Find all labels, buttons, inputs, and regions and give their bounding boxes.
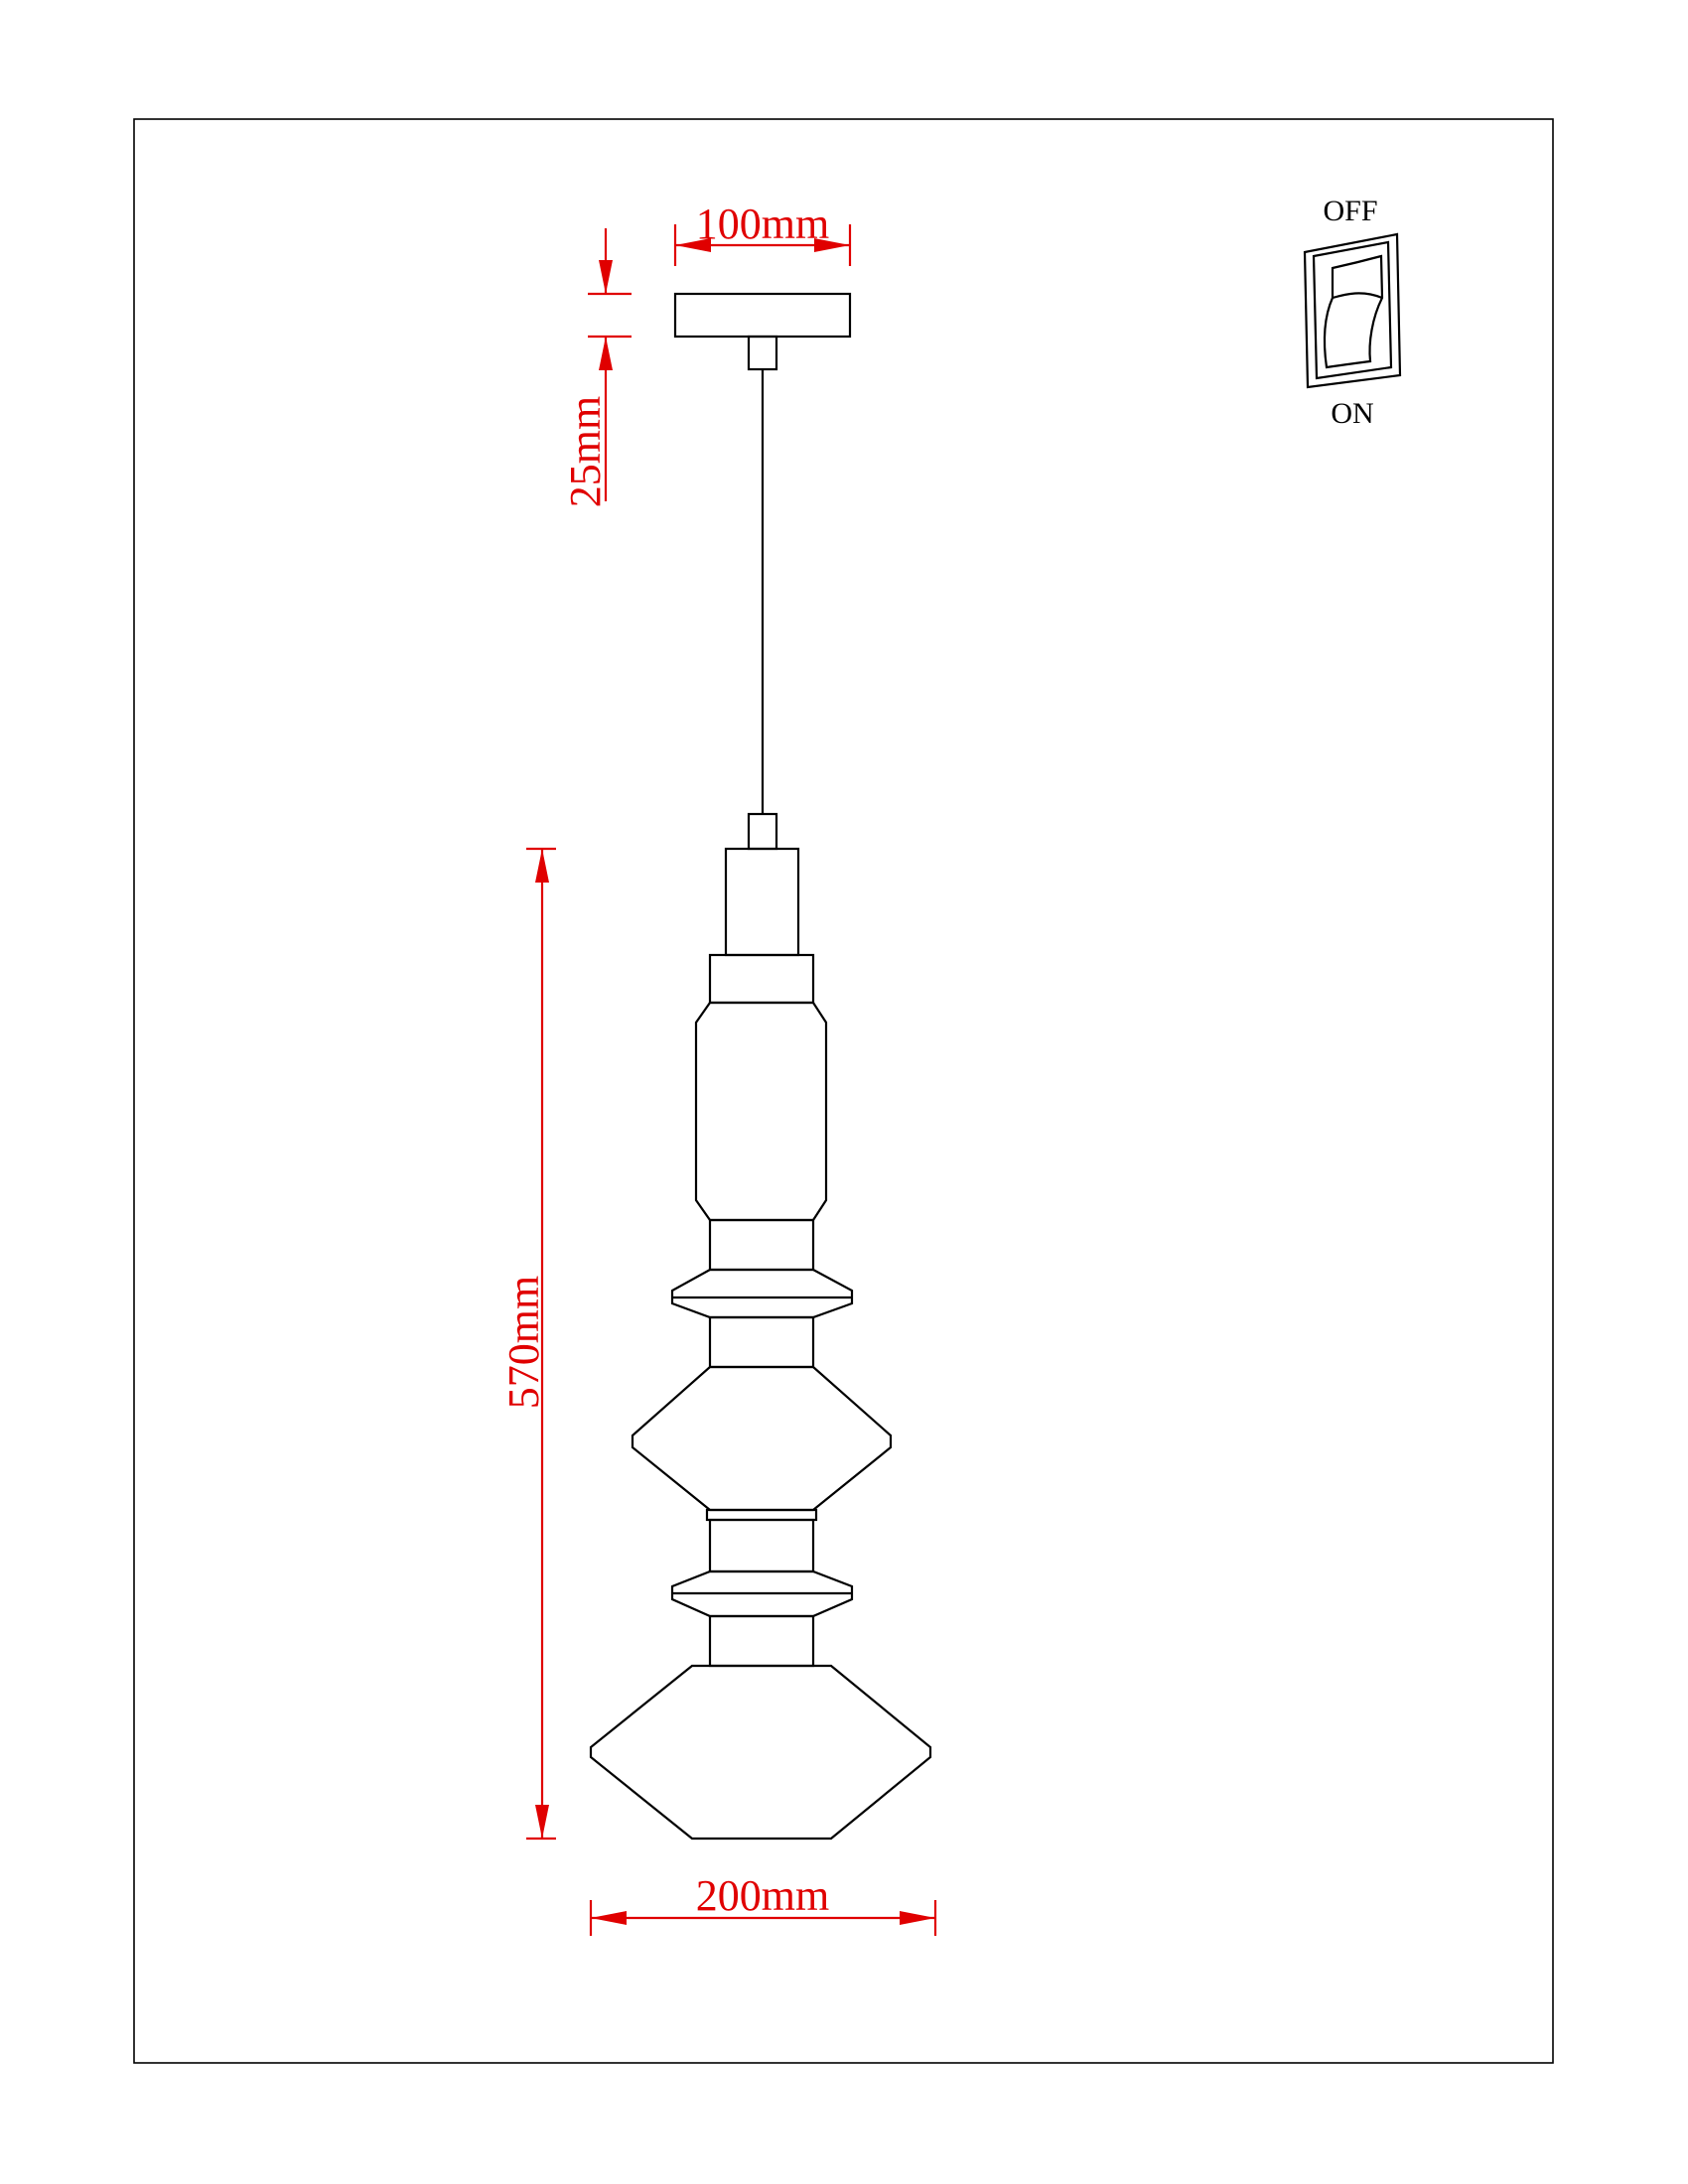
- collar-middle: [710, 1220, 813, 1270]
- collar-base: [710, 1616, 813, 1666]
- switch-rocker-edge: [1333, 293, 1382, 298]
- dimension-shade-height: [499, 849, 556, 1839]
- arrow-right: [900, 1911, 935, 1925]
- arrow-up: [535, 849, 549, 883]
- cord-grip: [749, 814, 776, 849]
- pendant-lamp: [591, 294, 930, 1839]
- hexagon-body-upper: [633, 1367, 891, 1510]
- canopy-height-label: 25mm: [561, 395, 610, 508]
- dimension-canopy-height: [561, 228, 632, 507]
- arrow-left: [591, 1911, 627, 1925]
- shade-width-label: 200mm: [695, 1871, 830, 1920]
- switch-off-label: OFF: [1323, 195, 1378, 227]
- shade-height-label: 570mm: [499, 1275, 548, 1410]
- rocker-switch: [1305, 195, 1400, 430]
- arrow-down: [535, 1805, 549, 1839]
- ceiling-canopy: [675, 294, 850, 337]
- switch-on-label: ON: [1331, 397, 1374, 430]
- arrow-down: [599, 260, 613, 294]
- collar-lower: [710, 1317, 813, 1367]
- switch-rocker: [1325, 256, 1382, 367]
- upper-glass-body: [696, 1003, 826, 1220]
- lamp-holder: [726, 849, 798, 955]
- dimension-shade-width: [591, 1871, 935, 1936]
- ring-middle: [707, 1510, 816, 1520]
- collar-bottom: [710, 1520, 813, 1571]
- disc-upper: [672, 1270, 852, 1317]
- collar-upper: [710, 955, 813, 1003]
- canopy-stem: [749, 337, 776, 369]
- canopy-width-label: 100mm: [695, 200, 830, 248]
- arrow-up: [599, 337, 613, 370]
- dimension-canopy-width: [675, 200, 850, 266]
- hexagon-body-lower: [591, 1666, 930, 1839]
